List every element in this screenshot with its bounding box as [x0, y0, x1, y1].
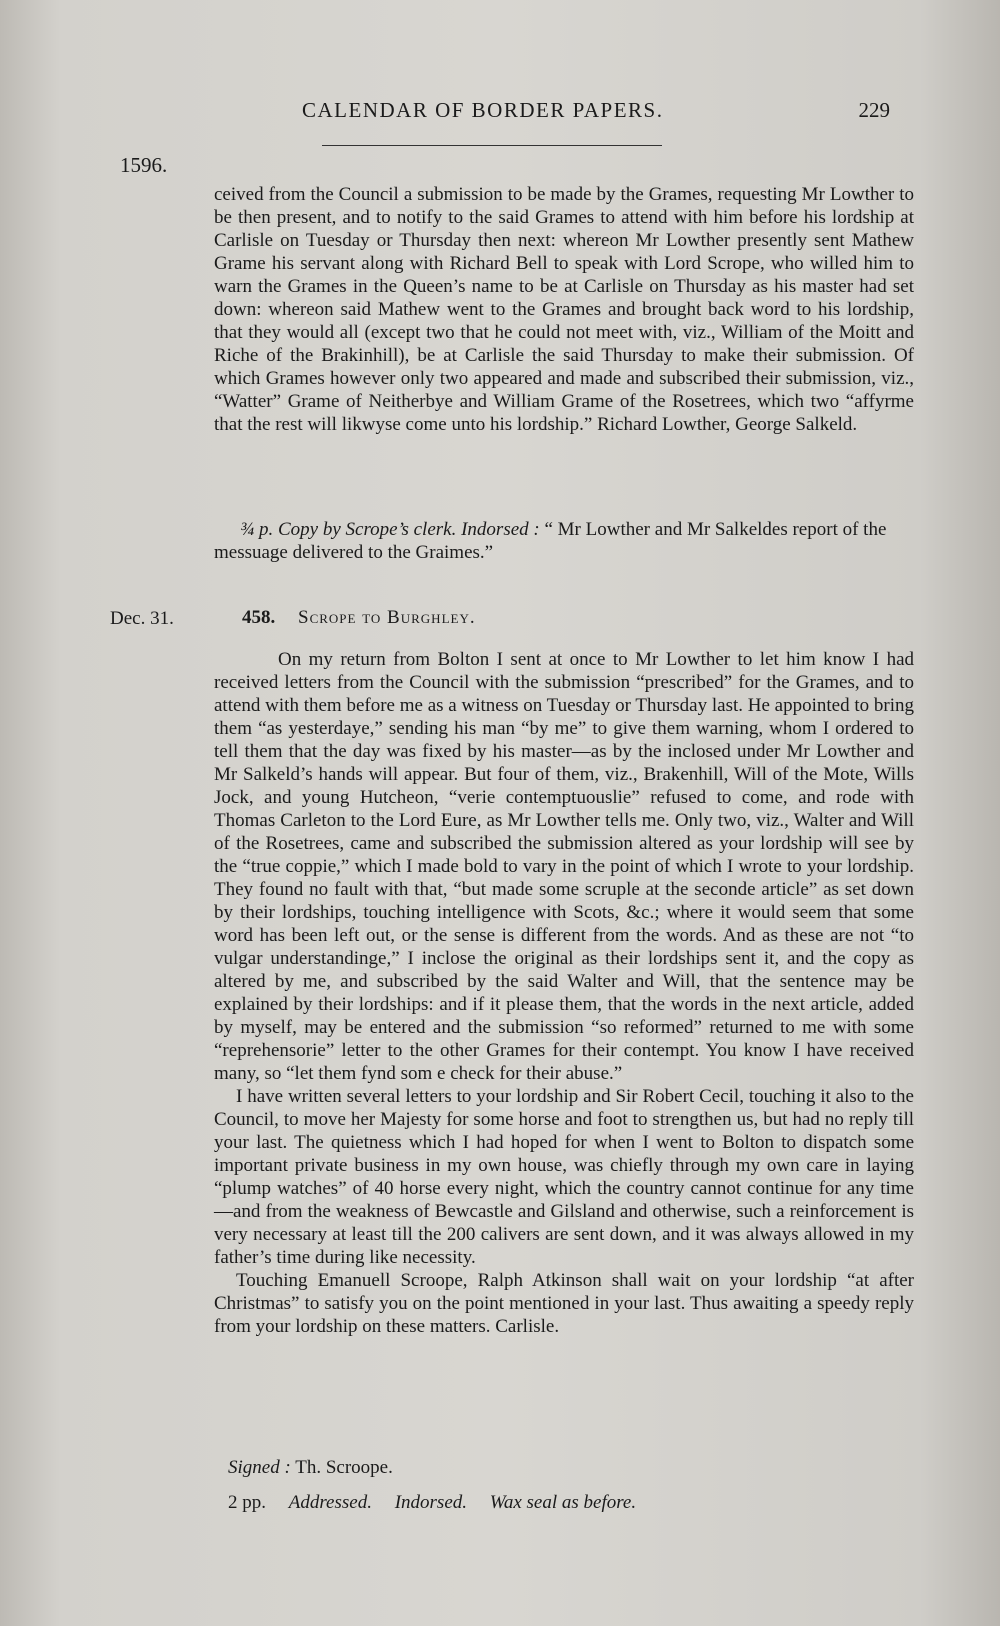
running-title: CALENDAR OF BORDER PAPERS. — [302, 98, 664, 122]
endnote-indorsed: Indorsed. — [394, 1492, 468, 1513]
endnote-seal: Wax seal as before. — [489, 1492, 637, 1513]
note-copy: Copy by Scrope’s clerk. — [278, 519, 457, 540]
letter-paragraph: I have written several letters to your lordship and Sir Robert Cecil, touching it also to the Council, to move her Majesty for some horse and foot to strengthen us, but had no reply till your last. The quietness which I had hoped for when I went to Bolton to dispatch some important private business in my own house, was chiefly through my own care in laying “plump watches” of 40 horse every night, which the country cannot continue for any time—and from the weakness of Bewcastle and Gilsland and otherwise, such a reinforcement is very necessary at least till the 200 calivers are sent down, and it was always allowed in my father’s time during like necessity. — [214, 1086, 914, 1268]
entry-title: Scrope to Burghley. — [298, 607, 476, 628]
signed-label: Signed : — [228, 1457, 291, 1478]
entry-heading — [242, 607, 476, 629]
letter-paragraph: Touching Emanuell Scroope, Ralph Atkinson shall wait on your lordship “at after Christmas” to satisfy you on the point mentioned in your last. Thus awaiting a speedy reply from your lordship on these matters. Carlisle. — [214, 1270, 914, 1337]
margin-year: 1596. — [120, 153, 168, 177]
continued-paragraph — [214, 183, 914, 436]
paragraph-text: ceived from the Council a submission to be made by the Grames, requesting Mr Lowther to be then present, and to notify to the said Grames to attend with him before his lordship at Carlisle on Tuesday or Thursday then next: whereon Mr Lowther presently sent Mathew Grame his servant along with Richard Bell to speak with Lord Scrope, who willed him to warn the Grames in the Queen’s name to be at Carlisle on Thursday as his master had set down: whereon said Mathew went to the Grames and brought back word to his lordship, that they would all (except two that he could not meet with, viz., William of the Moitt and Riche of the Brakinhill), be at Carlisle the said Thursday to make their submission. Of which Grames however only two appeared and made and subscribed their submission, viz., “Watter” Grame of Neitherbye and William Grame of the Rosetrees, which two “affyrme that the rest will likwyse come unto his lordship.” Richard Lowther, George Salkeld. — [214, 184, 914, 435]
note-indorsed-label: Indorsed : — [461, 519, 540, 540]
letter-paragraph: On my return from Bolton I sent at once to Mr Lowther to let him know I had received letters from the Council with the submission “prescribed” for the Grames, and to attend with them before me as a witness on Tuesday or Thursday last. He appointed to bring them “as yesterdaye,” sending his man “by me” to give them warning, whom I ordered to tell them that the day was fixed by his master—as by the inclosed under Mr Lowther and Mr Salkeld’s hands will appear. But four of them, viz., Brakenhill, Will of the Mote, Wills Jock, and young Hutcheon, “verie contemptuouslie” refused to come, and rode with Thomas Carleton to the Lord Eure, as Mr Lowther tells me. Only two, viz., Walter and Will of the Rosetrees, came and subscribed the submission altered as your lordship will see by the “true coppie,” which I made bold to vary in the point of which I wrote to your lordship. They found no fault with that, “but made some scruple at the seconde article” as set down by their lordships, touching intelligence with Scots, &c.; where it would seem that some word has been left out, or the sense is different from the words. And as these are not “to vulgar understandinge,” I inclose the original as their lordships sent it, and the copy as altered by me, and subscribed by the said Walter and Will, that the sentence may be explained by their lordships: and if it please them, that the words in the next article, added by myself, may be entered and the submission “so reformed” returned to me with some “reprehensorie” letter to the other Grames for their contempt. You know I have received many, so “let them fynd som e check for their abuse.” — [214, 649, 914, 1084]
signed-name: Th. Scroope. — [295, 1457, 393, 1478]
running-head — [290, 98, 890, 132]
document-note — [214, 518, 914, 564]
note-fraction: ¾ p. — [240, 519, 274, 540]
letter-body — [214, 648, 914, 1338]
end-note — [228, 1492, 654, 1514]
header-rule — [322, 145, 662, 146]
entry-number: 458. — [242, 607, 276, 628]
endnote-pages: 2 pp. — [228, 1492, 266, 1513]
margin-date: Dec. 31. — [110, 608, 174, 629]
endnote-addressed: Addressed. — [288, 1492, 372, 1513]
page-number: 229 — [858, 98, 890, 122]
note-indorsed-text: “ Mr Lowther and Mr Salkeldes report of the messuage delivered to the Graimes.” — [214, 519, 887, 563]
signature-line — [228, 1457, 393, 1479]
